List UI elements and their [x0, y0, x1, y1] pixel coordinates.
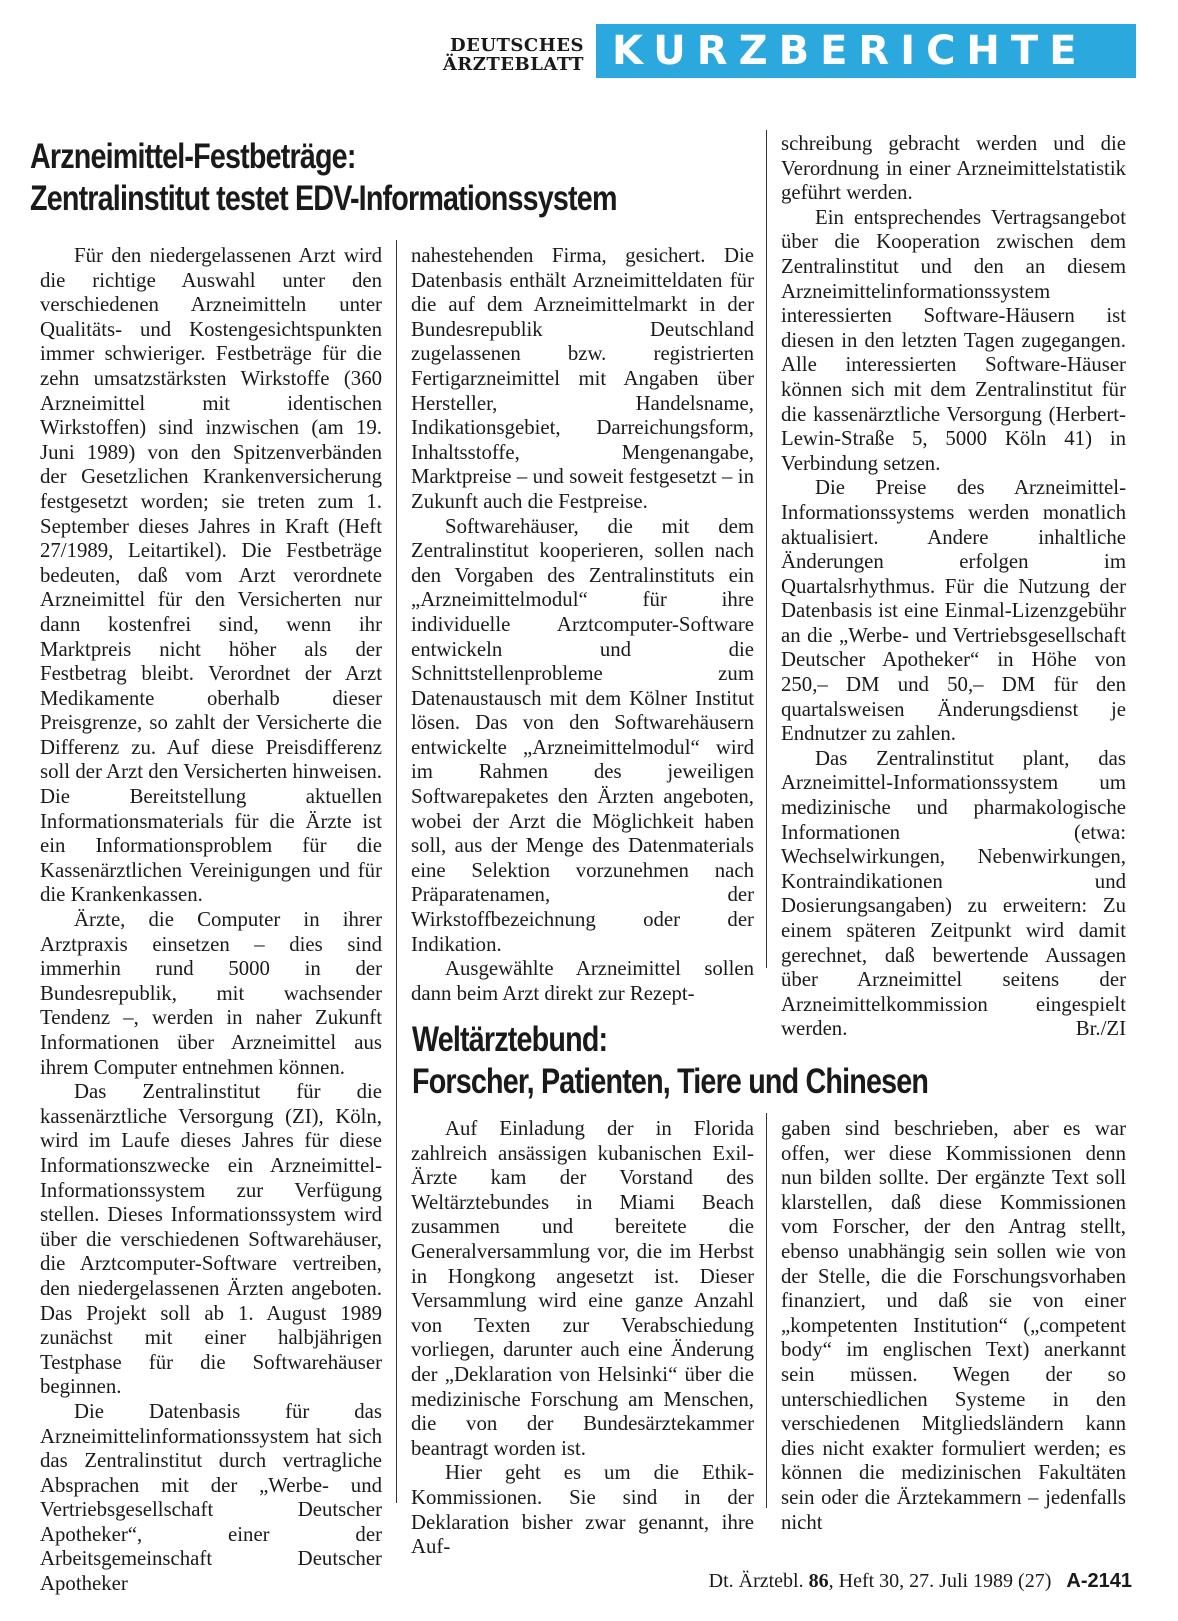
paragraph: Die Preise des Arzneimittel-Informationssystems werden monatlich aktualisiert. Andere inhaltliche Änderungen erfolgen im Quartalsrhythmus. Für die Nutzung der Datenbasis ist eine Einmal-Lizenzgebühr an die „Werbe- und Vertriebsgesellschaft Deutscher Apotheker“ in Höhe von 250,– DM und 50,– DM für den quartalsweisen Änderungsdienst je Endnutzer zu zahlen. [781, 476, 1126, 746]
column-divider [766, 130, 767, 968]
paragraph: Für den niedergelassenen Arzt wird die richtige Auswahl unter den verschiedenen Arzneimitteln unter Qualitäts- und Kostengesichtspunkten immer schwieriger. Festbeträge für die zehn umsatzstärksten Wirkstoffe (360 Arzneimittel mit identischen Wirkstoffen) sind inzwischen (am 19. Juni 1989) von den Spitzenverbänden der Gesetzlichen Krankenversicherung festgesetzt worden; sie treten zum 1. September dieses Jahres in Kraft (Heft 27/1989, Leitartikel). Die Festbeträge bedeuten, daß vom Arzt verordnete Arzneimittel für den Versicherten nur dann kostenfrei sind, wenn ihr Marktpreis nicht höher als der Festbetrag bleibt. Verordnet der Arzt Medikamente oberhalb dieser Preisgrenze, so zahlt der Versicherte die Differenz zu. Auf diese Preisdifferenz soll der Arzt den Versicherten hinweisen. Die Bereitstellung aktuellen Informationsmaterials für die Ärzte ist ein Informationsproblem für die Kassenärztlichen Vereinigungen und für die Krankenkassen. [40, 244, 382, 907]
article-1-column-2 [411, 244, 754, 1006]
citation-details: , Heft 30, 27. Juli 1989 (27) [828, 1570, 1052, 1592]
article-1-title-line-1: Arzneimittel-Festbeträge: [30, 137, 356, 176]
article-2-column-2 [781, 1117, 1126, 1535]
article-2-title-line-1: Weltärztebund: [412, 1020, 608, 1059]
publication-name: DEUTSCHES ÄRZTEBLATT [442, 35, 584, 75]
article-1-column-1 [40, 244, 382, 1597]
paragraph: Die Datenbasis für das Arzneimittelinformationssystem hat sich das Zentralinstitut durch vertragliche Absprachen mit der „Werbe- und Vertriebsgesellschaft Deutscher Apotheker“, einer der Arbeitsgemeinschaft Deutscher Apotheker [40, 1399, 382, 1596]
paragraph: gaben sind beschrieben, aber es war offen, wer diese Kommissionen denn nun bilden sollte. Der ergänzte Text soll klarstellen, daß diese Kommissionen vom Forscher, der den Antrag stellt, ebenso unabhängig sein sollen wie von der Stelle, die die Forschungsvorhaben finanziert, und daß sie von einer „kompetenten Institution“ („competent body“ im englischen Text) anerkannt sein müssen. Wegen der so unterschiedlichen Systeme in den verschiedenen Mitgliedsländern kann dies nicht exakter formuliert werden; es können die medizinischen Fakultäten sein oder die Ärztekammern – jedenfalls nicht [781, 1117, 1126, 1534]
paragraph: Das Zentralinstitut für die kassenärztliche Versorgung (ZI), Köln, wird im Laufe dieses Jahres für diese Informationszwecke ein Arzneimittel-Informationssystem zur Verfügung stellen. Dieses Informationssystem wird über die verschiedenen Softwarehäuser, die Arztcomputer-Software vertreiben, den niedergelassenen Ärzten angeboten. Das Projekt soll ab 1. August 1989 zunächst mit einer halbjährigen Testphase für die Softwarehäuser beginnen. [40, 1080, 382, 1399]
article-2-title-line-2: Forscher, Patienten, Tiere und Chinesen [412, 1062, 929, 1101]
paragraph: Softwarehäuser, die mit dem Zentralinstitut kooperieren, sollen nach den Vorgaben des Zentralinstituts ein „Arzneimittelmodul“ für ihre individuelle Arztcomputer-Software entwickeln und die Schnittstellenprobleme zum Datenaustausch mit dem Kölner Institut lösen. Das von den Softwarehäusern entwickelte „Arzneimittelmodul“ wird im Rahmen des jeweiligen Softwarepaketes den Ärzten angeboten, wobei der Arzt die Möglichkeit haben soll, aus der Menge des Datenmaterials eine Selektion vorzunehmen nach Präparatenamen, der Wirkstoffbezeichnung oder der Indikation. [411, 514, 754, 956]
article-2-column-1 [411, 1117, 754, 1560]
paragraph-last: Das Zentralinstitut plant, das Arzneimittel-Informationssystem um medizinische und pharmakologische Informationen (etwa: Wechselwirkungen, Nebenwirkungen, Kontraindikationen und Dosierungsangaben) zu erweitern: Zu einem späteren Zeitpunkt wird damit gerechnet, daß bewertende Aussagen über Arzneimittel seitens der Arzneimittelkommission eingespielt werden. Br./ZI [781, 746, 1126, 1041]
paragraph: Ärzte, die Computer in ihrer Arztpraxis einsetzen – dies sind immerhin rund 5000 in der Bundesrepublik, mit wachsender Tendenz –, werden in naher Zukunft Informationen über Arzneimittel aus ihrem Computer entnehmen können. [40, 908, 382, 1079]
section-banner: KURZBERICHTE [596, 24, 1136, 78]
citation-prefix: Dt. Ärztebl. [708, 1570, 804, 1592]
author-signature: Br./ZI [1075, 1017, 1126, 1041]
paragraph: nahestehenden Firma, gesichert. Die Datenbasis enthält Arzneimitteldaten für die auf dem Arzneimittelmarkt in der Bundesrepublik Deutschland zugelassenen bzw. registrierten Fertigarzneimittel mit Angaben über Hersteller, Handelsname, Indikationsgebiet, Darreichungsform, Inhaltsstoffe, Mengenangabe, Marktpreise – und soweit festgesetzt – in Zukunft auch die Festpreise. [411, 244, 754, 513]
paragraph: Hier geht es um die Ethik-Kommissionen. Sie sind in der Deklaration bisher zwar genannt, ihre Auf- [411, 1461, 754, 1559]
page-number: A-2141 [1066, 1570, 1132, 1592]
page-footer [652, 1570, 1132, 1593]
paragraph: Auf Einladung der in Florida zahlreich ansässigen kubanischen Exil-Ärzte kam der Vorstand des Weltärztebundes in Miami Beach zusammen und bereitete die Generalversammlung vor, die im Herbst in Hongkong angesetzt ist. Dieser Versammlung wird eine ganze Anzahl von Texten zur Verabschiedung vorliegen, darunter auch eine Änderung der „Deklaration von Helsinki“ über die medizinische Forschung am Menschen, die von der Bundesärztekammer beantragt worden ist. [411, 1117, 754, 1460]
paragraph: schreibung gebracht werden und die Verordnung in einer Arzneimittelstatistik geführt werden. [781, 132, 1126, 205]
article-1-title-line-2: Zentralinstitut testet EDV-Informationssystem [30, 179, 617, 218]
article-1-column-3 [781, 132, 1126, 1042]
column-divider [396, 240, 397, 1503]
paragraph: Ausgewählte Arzneimittel sollen dann beim Arzt direkt zur Rezept- [411, 957, 754, 1005]
paragraph: Ein entsprechendes Vertragsangebot über die Kooperation zwischen dem Zentralinstitut und den an diesem Arzneimittelinformationssystem interessierten Software-Häusern ist diesen in den letzten Tagen zugegangen. Alle interessierten Software-Häuser können sich mit dem Zentralinstitut für die kassenärztliche Versorgung (Herbert-Lewin-Straße 5, 5000 Köln 41) in Verbindung setzen. [781, 205, 1126, 475]
volume-number: 86 [808, 1570, 829, 1592]
column-divider [766, 1113, 767, 1508]
